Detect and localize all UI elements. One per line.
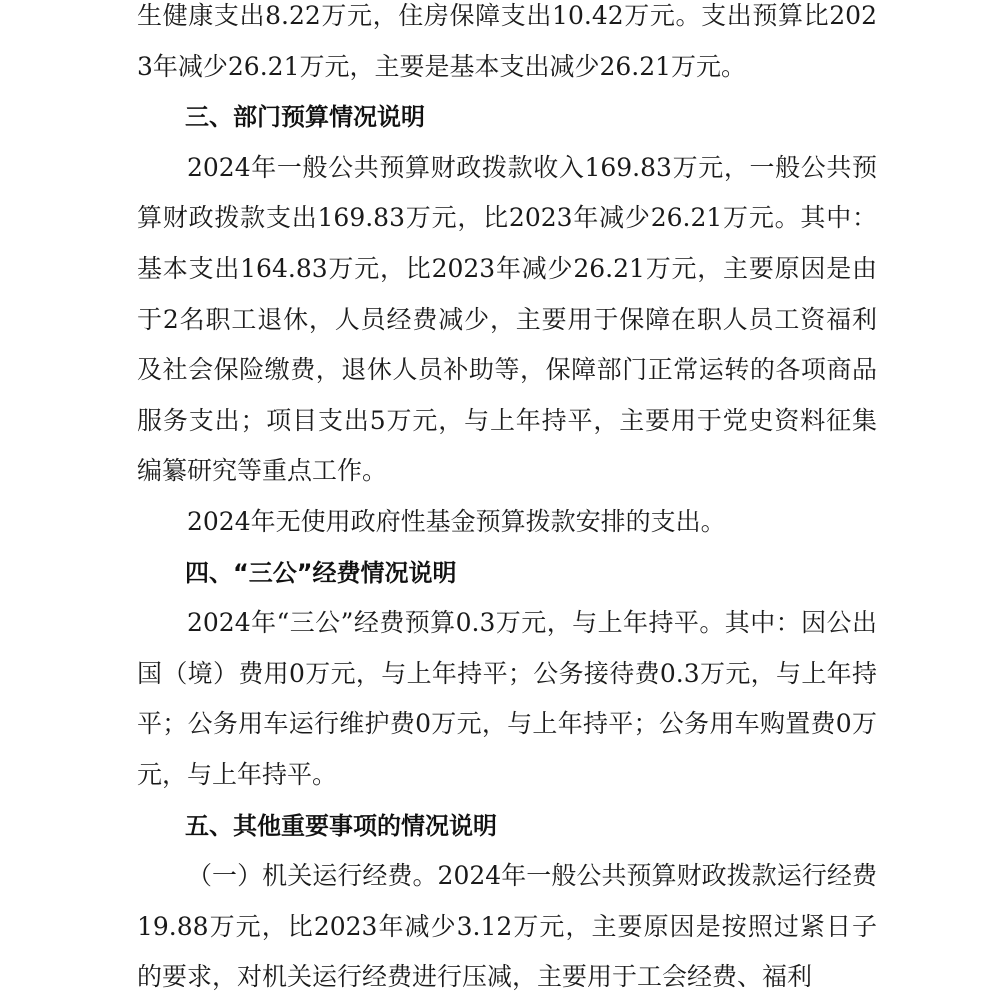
section-heading-budget: 三、部门预算情况说明	[185, 103, 425, 132]
section-heading-other-matters: 五、其他重要事项的情况说明	[185, 811, 497, 840]
operating-expense-lead: （一）机关运行经费。	[187, 861, 438, 891]
operating-expense-paragraph	[137, 851, 877, 993]
continued-paragraph: 生健康支出8.22万元，住房保障支出10.42万元。支出预算比2023年减少26.21万元，主要是基本支出减少26.21万元。	[137, 1, 877, 81]
three-public-paragraph: 2024年“三公”经费预算0.3万元，与上年持平。其中：因公出国（境）费用0万元，与上年持平；公务接待费0.3万元，与上年持平；公务用车运行维护费0万元，与上年持平；公务用车购置费0万元，与上年持平。	[137, 608, 877, 789]
document-body	[137, 0, 877, 993]
government-fund-paragraph: 2024年无使用政府性基金预算拨款安排的支出。	[187, 506, 726, 536]
budget-paragraph: 2024年一般公共预算财政拨款收入169.83万元，一般公共预算财政拨款支出169.83万元，比2023年减少26.21万元。其中：基本支出164.83万元，比2023年减少26.21万元，主要原因是由于2名职工退休，人员经费减少，主要用于保障在职人员工资福利及社会保险缴费，退休人员补助等，保障部门正常运转的各项商品服务支出；项目支出5万元，与上年持平，主要用于党史资料征集编纂研究等重点工作。	[137, 152, 877, 486]
operating-expense-text: 2024年一般公共预算财政拨款运行经费19.88万元，比2023年减少3.12万元，主要原因是按照过紧日子的要求，对机关运行经费进行压减，主要用于工会经费、福利	[137, 861, 877, 992]
section-heading-three-public: 四、“三公”经费情况说明	[185, 558, 457, 587]
